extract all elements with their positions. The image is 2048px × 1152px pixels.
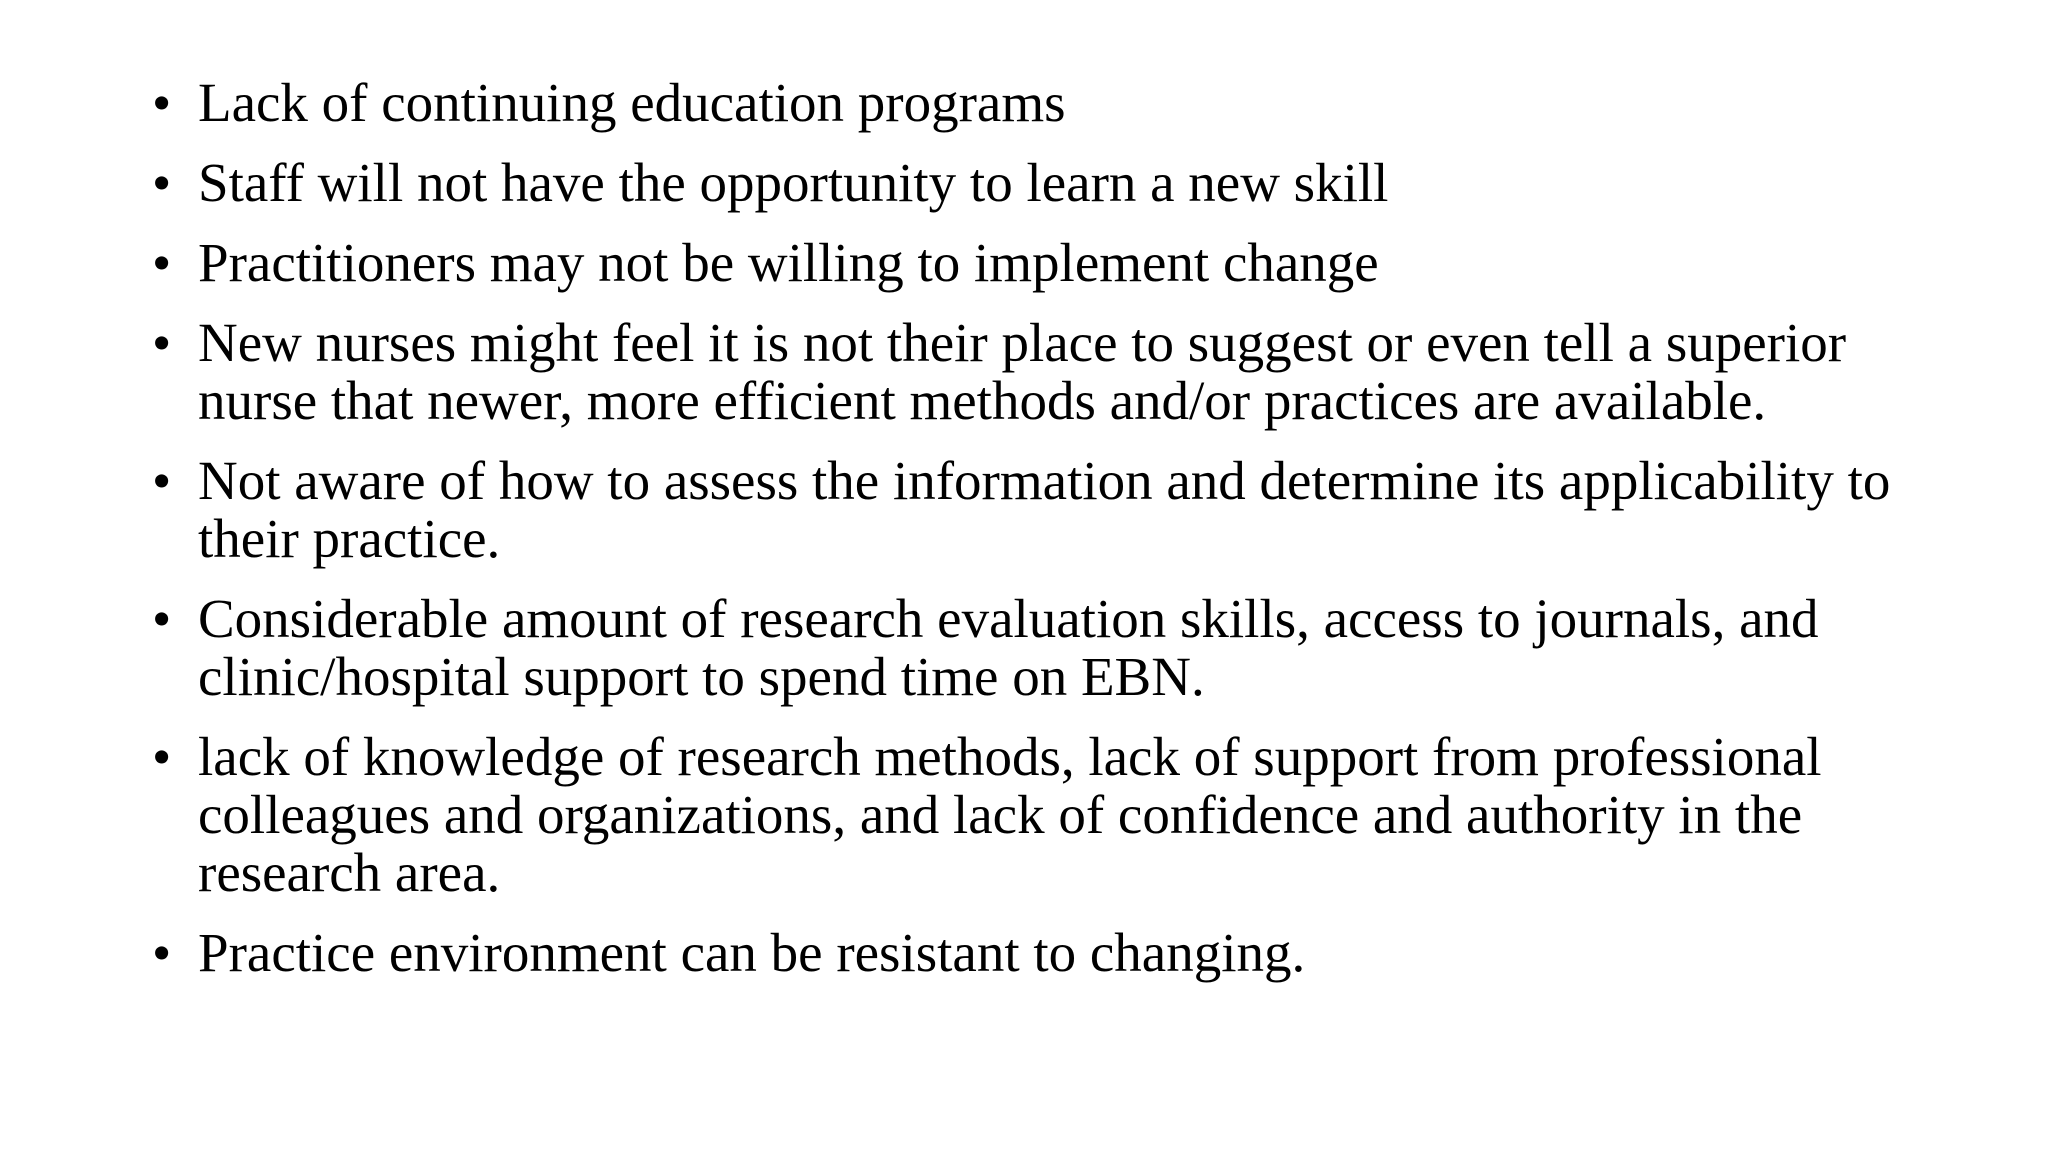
bullet-item [152,452,1912,568]
bullet-item [152,234,1912,292]
bullet-item [152,590,1912,706]
bullet-text: lack of knowledge of research methods, lack of support from professional colleagues and organizations, and lack of confidence and authority in the research area. [198,726,1822,903]
bullet-marker: • [152,588,172,649]
bullet-text: Staff will not have the opportunity to learn a new skill [198,152,1389,213]
bullet-item [152,154,1912,212]
bullet-marker: • [152,312,172,373]
bullet-text: Practice environment can be resistant to changing. [198,922,1306,983]
bullet-marker: • [152,232,172,293]
bullet-marker: • [152,152,172,213]
bullet-text: Lack of continuing education programs [198,72,1066,133]
bullet-marker: • [152,72,172,133]
bullet-item [152,74,1912,132]
bullet-marker: • [152,726,172,787]
bullet-item [152,924,1912,982]
bullet-text: Practitioners may not be willing to implement change [198,232,1379,293]
bullet-text: New nurses might feel it is not their place to suggest or even tell a superior nurse that newer, more efficient methods and/or practices are available. [198,312,1847,431]
bullet-item [152,314,1912,430]
bullet-text: Considerable amount of research evaluation skills, access to journals, and clinic/hospital support to spend time on EBN. [198,588,1819,707]
bullet-marker: • [152,450,172,511]
bullet-marker: • [152,922,172,983]
bullet-list [152,74,1912,1004]
bullet-item [152,728,1912,902]
bullet-text: Not aware of how to assess the information and determine its applicability to their practice. [198,450,1891,569]
